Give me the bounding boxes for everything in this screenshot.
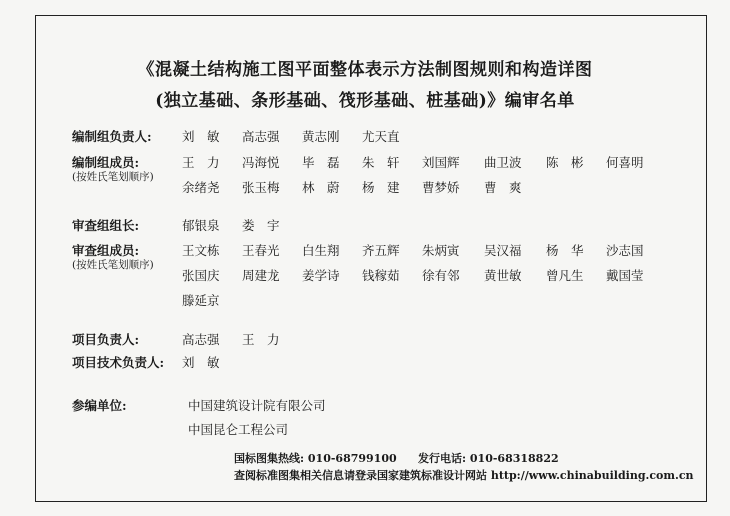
compile-members-label: 编制组成员: (72, 155, 140, 170)
compile-leader-name: 黄志刚 (302, 129, 340, 144)
project-leader-name: 王 力 (242, 332, 280, 347)
website-text: 查阅标准图集相关信息请登录国家建筑标准设计网站 http://www.chinabuilding.com.cn (234, 469, 694, 482)
project-leader-name: 高志强 (182, 332, 220, 347)
review-members-note: (按姓氏笔划顺序) (72, 259, 154, 271)
review-leader-name: 娄 宇 (242, 218, 280, 233)
participants-label: 参编单位: (72, 398, 127, 413)
review-member-name: 白生翔 (302, 243, 340, 258)
compile-leader-name: 刘 敏 (182, 129, 220, 144)
compile-member-name: 陈 彬 (546, 155, 584, 170)
review-member-name: 吴汉福 (484, 243, 522, 258)
review-member-name: 杨 华 (546, 243, 584, 258)
review-member-name: 黄世敏 (484, 268, 522, 283)
compile-member-name: 冯海悦 (242, 155, 280, 170)
compile-member-name: 余绪尧 (182, 180, 220, 195)
review-member-name: 曾凡生 (546, 268, 584, 283)
title-line-2: (独立基础、条形基础、筏形基础、桩基础)》编审名单 (155, 91, 575, 111)
review-member-name: 王春光 (242, 243, 280, 258)
compile-member-name: 杨 建 (362, 180, 400, 195)
review-member-name: 徐有邻 (422, 268, 460, 283)
review-member-name: 张国庆 (182, 268, 220, 283)
review-member-name: 周建龙 (242, 268, 280, 283)
review-member-name: 戴国莹 (606, 268, 644, 283)
compile-member-name: 林 蔚 (302, 180, 340, 195)
compile-member-name: 张玉梅 (242, 180, 280, 195)
compile-member-name: 毕 磊 (302, 155, 340, 170)
review-member-name: 姜学诗 (302, 268, 340, 283)
hotline-text: 国标图集热线: 010-68799100 (234, 452, 397, 465)
review-leaders-label: 审查组组长: (72, 218, 140, 233)
compile-leader-name: 高志强 (242, 129, 280, 144)
review-members-label: 审查组成员: (72, 243, 140, 258)
compile-member-name: 刘国辉 (422, 155, 460, 170)
compile-member-name: 曹 爽 (484, 180, 522, 195)
sales-phone-text: 发行电话: 010-68318822 (418, 452, 559, 465)
participant-unit: 中国昆仑工程公司 (188, 422, 289, 437)
project-leader-label: 项目负责人: (72, 332, 140, 347)
review-member-name: 钱稼茹 (362, 268, 400, 283)
compile-member-name: 曹梦娇 (422, 180, 460, 195)
review-member-name: 沙志国 (606, 243, 644, 258)
title-line-1: 《混凝土结构施工图平面整体表示方法制图规则和构造详图 (137, 60, 593, 80)
review-leader-name: 郁银泉 (182, 218, 220, 233)
tech-leader-name: 刘 敏 (182, 355, 220, 370)
tech-leader-label: 项目技术负责人: (72, 355, 165, 370)
participant-unit: 中国建筑设计院有限公司 (188, 398, 326, 413)
review-member-name: 王文栋 (182, 243, 220, 258)
compile-member-name: 何喜明 (606, 155, 644, 170)
compile-member-name: 王 力 (182, 155, 220, 170)
compile-leader-name: 尤天直 (362, 129, 400, 144)
compile-member-name: 曲卫波 (484, 155, 522, 170)
review-member-name: 齐五辉 (362, 243, 400, 258)
review-member-name: 朱炳寅 (422, 243, 460, 258)
review-member-name: 滕延京 (182, 293, 220, 308)
compile-leaders-label: 编制组负责人: (72, 129, 152, 144)
compile-member-name: 朱 轩 (362, 155, 400, 170)
compile-members-note: (按姓氏笔划顺序) (72, 171, 154, 183)
